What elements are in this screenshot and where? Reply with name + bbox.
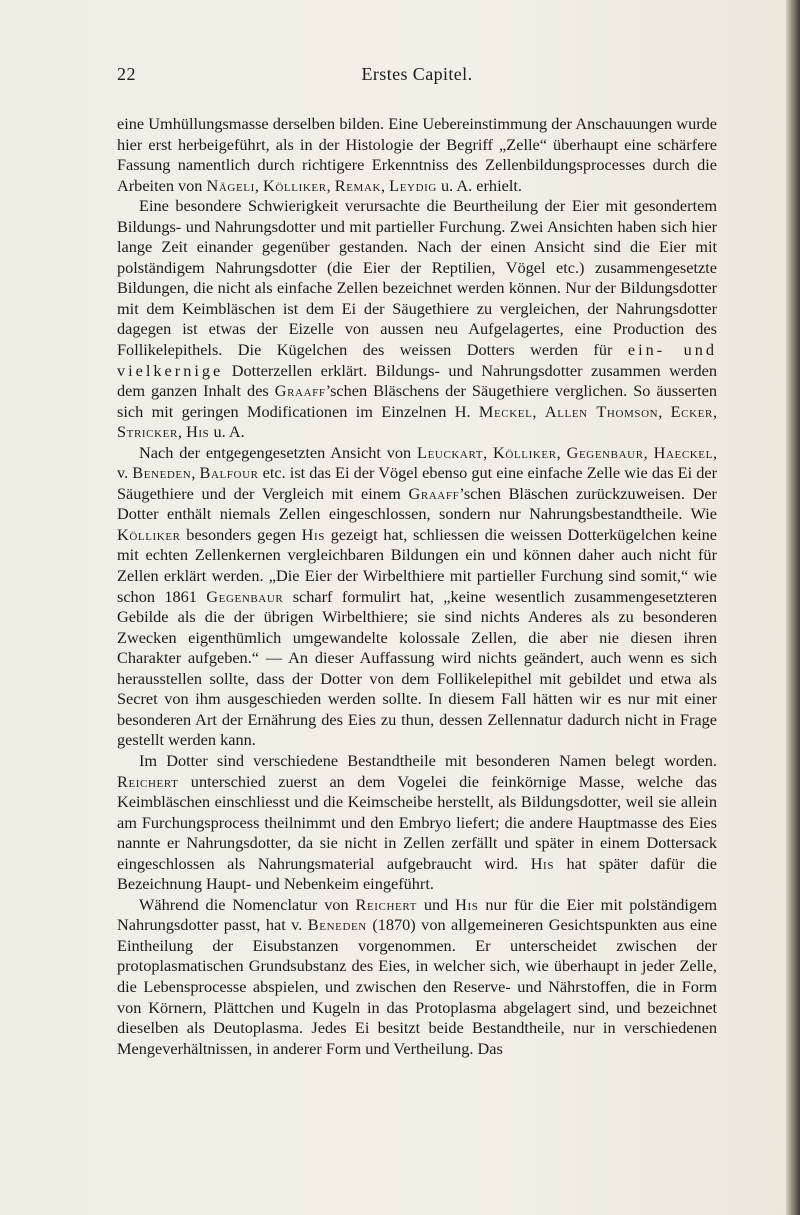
text-run: eine Umhüllungsmasse derselben bilden. Eine Uebereinstimmung der Anschauungen wurde hier erst herbeigeführt, als in der Histologie der Begriff „Zelle“ überhaupt eine schärfere Fassung namentlich durch richtigere Erkenntniss des Zellenbildungsprocesses durch die Arbeiten von bbox=[117, 114, 717, 195]
text-run: , bbox=[712, 401, 718, 421]
author-name: Ecker bbox=[670, 401, 713, 421]
author-name: Graaff bbox=[274, 381, 326, 401]
author-name: Stricker bbox=[117, 422, 178, 442]
author-name: Leuckart bbox=[417, 442, 484, 462]
text-run: scharf formulirt hat, „keine wesentlich zusammengesetzteren Gebilde als die der übrigen Wirbelthiere; sie sind nichts Anderes als zu besonderen Zwecken eigenthümlich umgewandelte kolossale Zellen, die aber nie diesen ihren Charakter aufgeben.“ — An dieser Auffassung wird nichts geändert, auch wenn es sich herausstellen sollte, dass der Dotter von dem Follikelepithel mit gebildet und etwa als Secret von ihm ausgeschieden werden sollte. In diesem Fall hätten wir es nur mit einer besonderen Art der Ernährung des Eies zu thun, dessen Zellennatur dadurch nicht in Frage gestellt werden kann. bbox=[117, 586, 717, 750]
text-run: hat später dafür die Bezeichnung Haupt- und Nebenkeim eingeführt. bbox=[117, 853, 717, 894]
author-name: Reichert bbox=[355, 894, 417, 914]
author-name: Kölliker bbox=[117, 524, 181, 544]
text-run: , bbox=[483, 442, 494, 462]
author-name: His bbox=[530, 853, 555, 873]
paragraph bbox=[117, 196, 717, 443]
body-text bbox=[117, 114, 717, 1059]
author-name: His bbox=[186, 422, 210, 442]
text-run: ’schen Bläschen zurückzuweisen. Der Dotter enthält niemals Zellen eingeschlossen, sondern nur Nahrungsbestandtheile. Wie bbox=[117, 483, 717, 524]
paragraph bbox=[117, 895, 717, 1059]
text-run: , bbox=[643, 442, 654, 462]
text-run: , bbox=[658, 401, 671, 421]
paragraph bbox=[117, 114, 717, 196]
chapter-title: Erstes Capitel. bbox=[361, 64, 473, 84]
text-run: , bbox=[532, 401, 545, 421]
author-name: His bbox=[455, 894, 479, 914]
author-name: Gegenbaur bbox=[206, 586, 284, 606]
author-name: His bbox=[301, 524, 325, 544]
author-name: Haeckel bbox=[653, 442, 713, 462]
author-name: Gegenbaur bbox=[566, 442, 644, 462]
text-run: , bbox=[191, 463, 200, 483]
running-head bbox=[117, 64, 717, 90]
author-name: Meckel bbox=[478, 401, 533, 421]
text-run: unterschied zuerst an dem Vogelei die feinkörnige Masse, welche das Keimbläschen einschliesst und die Keimscheibe herstellt, als Bildungsdotter, weil sie allein am Furchungsprocess theilnimmt und den Embryo liefert; die andere Hauptmasse des Eies nannte er Nahrungsdotter, da sie nicht in Zellen zerfällt und später in einem Dottersack eingeschlossen als Nahrungsmaterial aufgebraucht wird. bbox=[117, 771, 717, 873]
author-name: Kölliker bbox=[263, 175, 327, 195]
text-run: Eine besondere Schwierigkeit verursachte die Beurtheilung der Eier mit gesondertem Bildungs- und Nahrungsdotter und mit partieller Furchung. Zwei Ansichten haben sich hier lange Zeit einander gegenüber gestanden. Nach der einen Ansicht sind die Eier mit polständigem Nahrungsdotter (die Eier der Reptilien, Vögel etc.) zusammengesetzte Bildungen, die nicht als einfache Zellen bezeichnet werden können. Nur der Bildungsdotter mit dem Keimbläschen ist dem Ei der Säugethiere zu vergleichen, der Nahrungsdotter dagegen ist etwas der Eizelle von aussen neu Aufgelagertes, eine Production des Follikelepithels. Die Kügelchen des weissen Dotters werden für bbox=[117, 196, 717, 360]
author-name: Beneden bbox=[132, 463, 192, 483]
author-name: Balfour bbox=[199, 463, 259, 483]
text-run: Nach der entgegengesetzten Ansicht von bbox=[139, 442, 418, 462]
text-run: u. A. erhielt. bbox=[436, 175, 522, 195]
text-run: etc. ist das Ei der Vögel ebenso gut eine einfache Zelle wie das Ei der Säugethiere und der Vergleich mit einem bbox=[117, 463, 717, 503]
emphasis-text: ein- und vielkernige bbox=[117, 340, 717, 380]
text-run: Während die Nomenclatur von bbox=[139, 894, 356, 914]
text-run: u. A. bbox=[209, 422, 245, 442]
text-run: besonders gegen bbox=[180, 524, 302, 544]
author-name: Kölliker bbox=[493, 442, 557, 462]
text-run: gezeigt hat, schliessen die weissen Dotterkügelchen keine mit echten Zellenkernen vergleichbaren Bildungen ein und können daher auch nicht für Zellen erklärt werden. „Die Eier der Wirbelthiere mit partieller Furchung sind somit,“ wie schon 1861 bbox=[117, 524, 717, 606]
paragraph bbox=[117, 751, 717, 895]
author-name: Leydig bbox=[389, 175, 437, 195]
page-edge-shadow bbox=[786, 0, 800, 1215]
text-run: nur für die Eier mit polständigem Nahrungsdotter passt, hat v. bbox=[117, 894, 717, 935]
text-run: (1870) von allgemeineren Gesichtspunkten aus eine Eintheilung der Eisubstanzen vorgenommen. Er unterscheidet zwischen der protoplasmatischen Grundsubstanz des Eies, in welcher sich, wie überhaupt in jeder Zelle, die Lebensprocesse abspielen, und zwischen den Reserve- und Nährstoffen, die in Form von Körnern, Plättchen und Kugeln in das Protoplasma abgelagert sind, und bezeichnet dieselben als Deutoplasma. Jedes Ei besitzt beide Bestandtheile, nur in verschiedenen Mengeverhältnissen, in anderer Form und Vertheilung. Das bbox=[117, 915, 717, 1058]
text-run: , bbox=[556, 442, 567, 462]
text-run: , bbox=[326, 175, 335, 195]
author-name: Graaff bbox=[408, 483, 460, 503]
text-run: , bbox=[381, 175, 390, 195]
text-run: und bbox=[416, 894, 456, 914]
text-run: , bbox=[177, 422, 187, 442]
author-name: Reichert bbox=[117, 771, 179, 791]
author-name: Remak bbox=[334, 175, 382, 195]
page-number: 22 bbox=[117, 64, 136, 84]
text-run: , bbox=[254, 175, 264, 195]
author-name: Nägeli bbox=[206, 175, 255, 195]
author-name: Beneden bbox=[307, 915, 367, 935]
text-run: Im Dotter sind verschiedene Bestandtheile mit besonderen Namen belegt worden. bbox=[139, 750, 717, 770]
author-name: Allen Thomson bbox=[544, 401, 659, 421]
paragraph bbox=[117, 443, 717, 751]
text-run: ’schen Bläschens der Säugethiere verglichen. So äusserten sich mit geringen Modificationen im Einzelnen H. bbox=[117, 381, 717, 421]
text-run: Dotterzellen erklärt. Bildungs- und Nahrungsdotter zusammen werden dem ganzen Inhalt des bbox=[117, 360, 717, 401]
text-run: , v. bbox=[117, 442, 718, 483]
